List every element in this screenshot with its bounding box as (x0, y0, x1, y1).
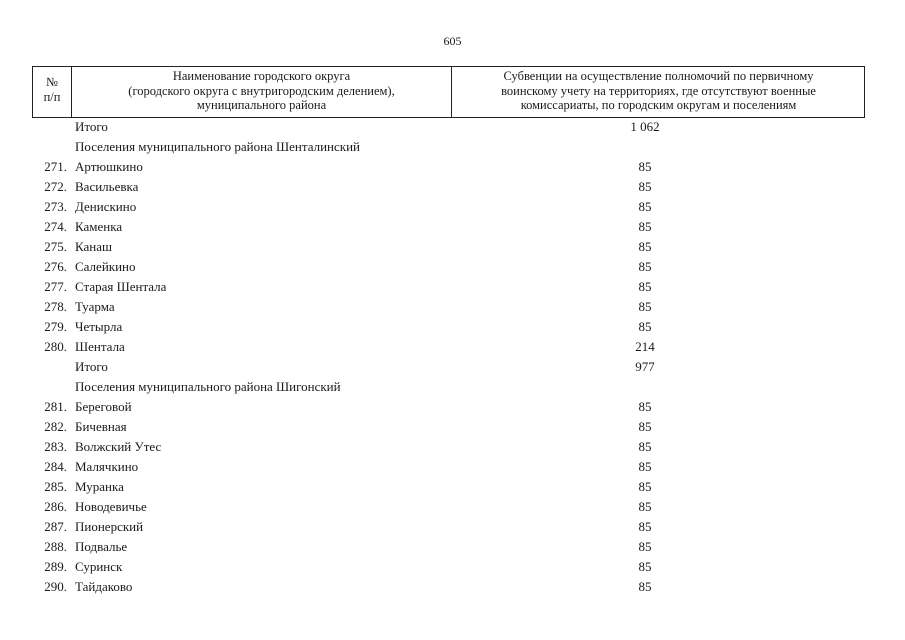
table-row (0, 439, 905, 459)
row-name: Пионерский (75, 519, 144, 534)
table-row (0, 139, 905, 159)
table-row (0, 399, 905, 419)
row-value: 85 (638, 199, 652, 214)
row-number: 280. (44, 339, 67, 354)
row-number: 273. (44, 199, 67, 214)
row-name: Волжский Утес (75, 439, 162, 454)
header-number: № п/п (43, 75, 61, 104)
table-row (0, 419, 905, 439)
row-name: Четырла (75, 319, 123, 334)
table-row (0, 359, 905, 379)
table-row (0, 279, 905, 299)
page-number: 605 (443, 34, 462, 48)
row-name: Канаш (75, 239, 113, 254)
row-value: 85 (638, 259, 652, 274)
row-name: Береговой (75, 399, 132, 414)
row-number: 284. (44, 459, 67, 474)
row-value: 85 (638, 179, 652, 194)
row-number: 287. (44, 519, 67, 534)
table-row (0, 179, 905, 199)
row-value: 85 (638, 559, 652, 574)
table-row (0, 219, 905, 239)
row-value: 85 (638, 399, 652, 414)
row-value: 85 (638, 239, 652, 254)
row-name: Артюшкино (75, 159, 143, 174)
row-number: 281. (44, 399, 67, 414)
row-value: 85 (638, 479, 652, 494)
row-number: 290. (44, 579, 67, 594)
table-row (0, 459, 905, 479)
row-value: 85 (638, 419, 652, 434)
row-number: 286. (44, 499, 67, 514)
table-row (0, 499, 905, 519)
table-row (0, 159, 905, 179)
row-number: 278. (44, 299, 67, 314)
row-number: 277. (44, 279, 67, 294)
row-name: Шентала (75, 339, 125, 354)
row-number: 272. (44, 179, 67, 194)
row-name: Васильевка (75, 179, 139, 194)
row-number: 283. (44, 439, 67, 454)
row-value: 85 (638, 579, 652, 594)
table-row (0, 259, 905, 279)
row-number: 275. (44, 239, 67, 254)
row-number: 274. (44, 219, 67, 234)
row-value: 85 (638, 439, 652, 454)
row-value: 214 (635, 339, 655, 354)
row-value: 85 (638, 539, 652, 554)
row-value: 85 (638, 159, 652, 174)
table-row (0, 199, 905, 219)
row-name: Бичевная (75, 419, 127, 434)
row-name: Итого (75, 119, 108, 134)
row-number: 282. (44, 419, 67, 434)
row-number: 279. (44, 319, 67, 334)
row-name: Поселения муниципального района Шенталинский (75, 139, 361, 154)
header-subvention: Субвенции на осуществление полномочий по первичному воинскому учету на территориях, где отсутствуют военные комиссариаты, по городским округам и поселениям (501, 69, 816, 112)
row-name: Суринск (75, 559, 123, 574)
table-row (0, 579, 905, 599)
row-value: 85 (638, 319, 652, 334)
row-number: 285. (44, 479, 67, 494)
table-row (0, 379, 905, 399)
row-name: Салейкино (75, 259, 136, 274)
row-name: Подвалье (75, 539, 128, 554)
row-value: 85 (638, 459, 652, 474)
row-name: Тайдаково (75, 579, 133, 594)
row-name: Итого (75, 359, 108, 374)
row-number: 289. (44, 559, 67, 574)
table-row (0, 539, 905, 559)
table-row (0, 299, 905, 319)
table-row (0, 519, 905, 539)
row-value: 85 (638, 299, 652, 314)
row-name: Малячкино (75, 459, 139, 474)
row-name: Каменка (75, 219, 123, 234)
row-number: 271. (44, 159, 67, 174)
header-name: Наименование городского округа (городского округа с внутригородским делением), муниципального района (128, 69, 395, 112)
row-name: Поселения муниципального района Шигонский (75, 379, 341, 394)
table-header (32, 66, 865, 118)
row-name: Туарма (75, 299, 115, 314)
row-value: 85 (638, 499, 652, 514)
table-row (0, 119, 905, 139)
row-name: Новодевичье (75, 499, 147, 514)
table-row (0, 559, 905, 579)
row-number: 288. (44, 539, 67, 554)
table-row (0, 319, 905, 339)
row-value: 1 062 (630, 119, 660, 134)
row-value: 977 (635, 359, 655, 374)
table-row (0, 479, 905, 499)
row-value: 85 (638, 219, 652, 234)
row-name: Денискино (75, 199, 137, 214)
row-name: Старая Шентала (75, 279, 167, 294)
row-name: Муранка (75, 479, 124, 494)
table-row (0, 239, 905, 259)
table-row (0, 339, 905, 359)
row-number: 276. (44, 259, 67, 274)
row-value: 85 (638, 519, 652, 534)
row-value: 85 (638, 279, 652, 294)
